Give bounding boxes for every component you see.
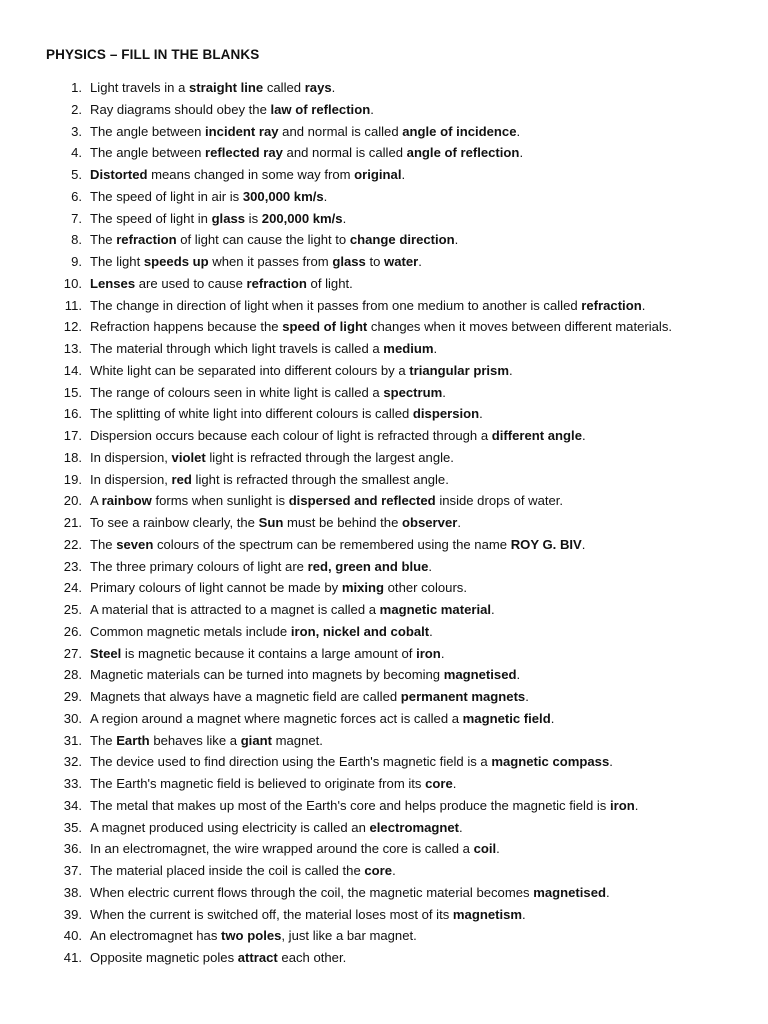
item-number: 27. [63, 645, 82, 661]
answer-text: magnetised [533, 884, 606, 900]
prompt-text: . [370, 101, 374, 117]
item-number: 17. [63, 428, 82, 443]
item-number: 30. [63, 710, 82, 726]
prompt-text: . [418, 254, 422, 269]
prompt-text: An electromagnet has [90, 928, 222, 944]
prompt-text: . [428, 558, 433, 574]
prompt-text: The change in direction of light when it passes from one medium to another is called [90, 297, 582, 313]
prompt-text: . [459, 819, 463, 835]
prompt-text: A [90, 493, 102, 509]
item-number: 8. [71, 232, 82, 248]
prompt-text: . [516, 123, 521, 139]
prompt-text: Magnetic materials can be turned into magnets by becoming [90, 667, 444, 683]
item-number: 37. [63, 863, 82, 878]
prompt-text: The material through which light travels is called a [90, 341, 384, 356]
prompt-text: In dispersion, [90, 449, 172, 465]
item-text [90, 77, 335, 99]
answer-text: core [425, 776, 453, 791]
item-number: 36. [63, 841, 82, 857]
answer-text: attract [237, 950, 278, 965]
answer-text: electromagnet [369, 819, 460, 835]
answer-text: violet [171, 449, 206, 465]
prompt-text: . [491, 602, 495, 617]
answer-text: Steel [90, 645, 122, 661]
item-text [90, 947, 346, 969]
prompt-text: behaves like a [149, 732, 241, 748]
item-number: 40. [63, 928, 82, 944]
prompt-text: . [550, 710, 555, 726]
prompt-text: light is refracted through the smallest angle. [191, 471, 449, 487]
prompt-text: . [634, 797, 639, 813]
prompt-text: . [522, 906, 526, 922]
prompt-text: . [508, 362, 513, 378]
item-text [90, 186, 327, 208]
prompt-text: . [581, 428, 586, 443]
prompt-text: To see a rainbow clearly, the [90, 515, 259, 530]
answer-text: 300,000 km/s [242, 188, 324, 204]
prompt-text: . [641, 297, 646, 313]
prompt-text: to [365, 254, 385, 269]
prompt-text: The metal that makes up most of the Earth's core and helps produce the magnetic field is [90, 797, 610, 813]
item-text [90, 99, 374, 121]
item-text [90, 403, 483, 425]
prompt-text: of light can cause the light to [176, 232, 350, 248]
prompt-text: The [90, 536, 117, 552]
prompt-text: Primary colours of light cannot be made by [90, 580, 342, 596]
item-text [90, 382, 446, 404]
prompt-text: . [433, 341, 438, 356]
item-text [90, 121, 520, 143]
item-text [90, 708, 554, 730]
prompt-text: The [90, 232, 117, 248]
item-text [90, 795, 638, 817]
item-number: 4. [71, 145, 82, 161]
item-text [90, 730, 323, 752]
answer-text: law of reflection [270, 101, 371, 117]
answer-text: different angle [491, 428, 582, 443]
prompt-text: . [457, 515, 461, 530]
prompt-text: . [519, 145, 524, 161]
answer-text: medium [383, 341, 434, 356]
answer-text: magnetised [443, 667, 517, 683]
prompt-text: The speed of light in [90, 210, 212, 226]
prompt-text: and normal is called [278, 123, 403, 139]
item-text [90, 338, 437, 360]
item-number: 22. [63, 536, 82, 552]
answer-text: water [384, 254, 419, 269]
prompt-text: . [581, 536, 586, 552]
answer-text: red, green and blue [307, 558, 429, 574]
prompt-text: and normal is called [282, 145, 407, 161]
prompt-text: each other. [277, 950, 347, 965]
item-number: 19. [63, 471, 82, 487]
answer-text: refraction [581, 297, 642, 313]
item-text [90, 512, 461, 534]
answer-text: Distorted [90, 167, 148, 182]
answer-text: glass [211, 210, 246, 226]
item-text [90, 643, 444, 665]
item-number: 20. [63, 493, 82, 509]
item-number: 26. [63, 623, 82, 639]
item-text [90, 360, 513, 382]
item-text [90, 469, 449, 491]
item-number: 38. [63, 884, 82, 900]
prompt-text: . [454, 232, 459, 248]
answer-text: refraction [246, 275, 307, 291]
prompt-text: is magnetic because it contains a large amount of [121, 645, 417, 661]
answer-text: magnetic compass [491, 754, 610, 770]
item-number: 3. [71, 123, 82, 139]
item-text [90, 860, 396, 882]
item-text [90, 925, 417, 947]
prompt-text: Ray diagrams should obey the [90, 101, 271, 117]
prompt-text: . [442, 384, 446, 400]
answer-text: core [364, 863, 393, 878]
answer-text: speed of light [282, 319, 368, 335]
page-title: PHYSICS – FILL IN THE BLANKS [46, 47, 260, 62]
item-number: 15. [63, 384, 82, 400]
answer-text: ROY G. BIV [510, 536, 582, 552]
item-text [90, 490, 563, 512]
prompt-text: . [392, 863, 396, 878]
prompt-text: The angle between [90, 145, 206, 161]
prompt-text: forms when sunlight is [151, 493, 289, 509]
item-number: 32. [63, 754, 82, 770]
item-text [90, 534, 585, 556]
answer-text: Earth [116, 732, 150, 748]
item-text [90, 664, 520, 686]
prompt-text: . [516, 667, 521, 683]
prompt-text: light is refracted through the largest angle. [205, 449, 454, 465]
item-number: 28. [63, 667, 82, 683]
prompt-text: In dispersion, [90, 471, 172, 487]
answer-text: coil [473, 841, 497, 857]
answer-text: original [354, 167, 402, 182]
item-number: 21. [63, 515, 82, 530]
item-text [90, 251, 422, 273]
item-text [90, 686, 529, 708]
prompt-text: The [90, 732, 117, 748]
item-number: 18. [63, 449, 82, 465]
item-text [90, 556, 432, 578]
item-number: 39. [63, 906, 82, 922]
answer-text: observer [402, 515, 458, 530]
prompt-text: . [323, 188, 328, 204]
item-number: 16. [63, 406, 82, 422]
item-text [90, 425, 586, 447]
item-text [90, 773, 456, 795]
item-number: 12. [63, 319, 82, 335]
item-number: 5. [71, 167, 82, 182]
answer-text: giant [240, 732, 272, 748]
item-text [90, 599, 495, 621]
answer-text: dispersion [412, 406, 480, 422]
item-number: 29. [63, 689, 82, 704]
prompt-text: Refraction happens because the [90, 319, 283, 335]
answer-text: rays [304, 80, 332, 95]
prompt-text: when it passes from [208, 254, 333, 269]
item-text [90, 621, 433, 643]
prompt-text: are used to cause [135, 275, 247, 291]
prompt-text: colours of the spectrum can be remembered using the name [153, 536, 511, 552]
item-number: 41. [63, 950, 82, 965]
answer-text: magnetic material [379, 602, 492, 617]
prompt-text: other colours. [384, 580, 467, 596]
item-number: 2. [71, 101, 82, 117]
prompt-text: Magnets that always have a magnetic field are called [90, 689, 401, 704]
item-text [90, 316, 672, 338]
answer-text: dispersed and reflected [288, 493, 436, 509]
prompt-text: A region around a magnet where magnetic forces act is called a [90, 710, 463, 726]
item-text [90, 142, 523, 164]
prompt-text: Opposite magnetic poles [90, 950, 238, 965]
item-number: 24. [63, 580, 82, 596]
answer-text: iron [416, 645, 441, 661]
prompt-text: changes when it moves between different materials. [367, 319, 673, 335]
answer-text: 200,000 km/s [261, 210, 343, 226]
answer-text: Sun [258, 515, 284, 530]
prompt-text: called [263, 80, 305, 95]
answer-text: iron, nickel and cobalt [290, 623, 430, 639]
prompt-text: . [429, 623, 433, 639]
item-text [90, 817, 463, 839]
prompt-text: of light. [306, 275, 353, 291]
prompt-text: . [525, 689, 529, 704]
item-text [90, 229, 458, 251]
item-number: 14. [63, 362, 82, 378]
answer-text: rainbow [101, 493, 152, 509]
answer-text: magnetic field [462, 710, 551, 726]
item-number: 6. [71, 188, 82, 204]
item-text [90, 751, 613, 773]
answer-text: permanent magnets [400, 689, 526, 704]
item-text [90, 164, 405, 186]
item-text [90, 447, 454, 469]
prompt-text: Common magnetic metals include [90, 623, 291, 639]
prompt-text: . [479, 406, 483, 422]
prompt-text: magnet. [271, 732, 323, 748]
prompt-text: In an electromagnet, the wire wrapped around the core is called a [90, 841, 474, 857]
prompt-text: . [331, 80, 336, 95]
prompt-text: When the current is switched off, the material loses most of its [90, 906, 453, 922]
prompt-text: The angle between [90, 123, 206, 139]
item-text [90, 882, 610, 904]
prompt-text: The splitting of white light into different colours is called [90, 406, 413, 422]
prompt-text: The speed of light in air is [90, 188, 243, 204]
item-number: 34. [63, 797, 82, 813]
answer-text: incident ray [205, 123, 279, 139]
answer-text: spectrum [383, 384, 443, 400]
prompt-text: The Earth's magnetic field is believed to originate from its [90, 776, 426, 791]
prompt-text: . [496, 841, 500, 857]
prompt-text: The three primary colours of light are [90, 558, 308, 574]
answer-text: triangular prism [409, 362, 509, 378]
item-text [90, 577, 467, 599]
answer-text: magnetism [452, 906, 523, 922]
prompt-text: A material that is attracted to a magnet is called a [90, 602, 380, 617]
item-number: 25. [63, 602, 82, 617]
prompt-text: White light can be separated into different colours by a [90, 362, 410, 378]
item-number: 1. [71, 80, 82, 95]
item-number: 31. [63, 732, 82, 748]
item-number: 7. [71, 210, 82, 226]
prompt-text: . [609, 754, 613, 770]
answer-text: reflected ray [205, 145, 283, 161]
answer-text: speeds up [143, 254, 209, 269]
item-number: 10. [63, 275, 82, 291]
prompt-text: is [245, 210, 262, 226]
prompt-text: The light [90, 254, 144, 269]
item-text [90, 273, 353, 295]
prompt-text: inside drops of water. [435, 493, 564, 509]
answer-text: seven [116, 536, 154, 552]
item-number: 11. [64, 297, 82, 313]
prompt-text: Light travels in a [90, 80, 189, 95]
item-text [90, 904, 526, 926]
item-text [90, 838, 500, 860]
prompt-text: . [342, 210, 347, 226]
prompt-text: , just like a bar magnet. [281, 928, 417, 944]
answer-text: refraction [116, 232, 177, 248]
item-number: 9. [71, 254, 82, 269]
item-text [90, 295, 645, 317]
prompt-text: A magnet produced using electricity is called an [90, 819, 370, 835]
answer-text: straight line [188, 80, 264, 95]
answer-text: angle of reflection [406, 145, 520, 161]
prompt-text: must be behind the [283, 515, 402, 530]
prompt-text: . [605, 884, 610, 900]
prompt-text: When electric current flows through the coil, the magnetic material becomes [90, 884, 534, 900]
item-number: 13. [63, 341, 82, 356]
prompt-text: . [452, 776, 457, 791]
prompt-text: The material placed inside the coil is called the [90, 863, 365, 878]
item-number: 35. [63, 819, 82, 835]
answer-text: glass [332, 254, 366, 269]
answer-text: red [171, 471, 192, 487]
prompt-text: The device used to find direction using the Earth's magnetic field is a [90, 754, 492, 770]
answer-text: mixing [341, 580, 385, 596]
prompt-text: means changed in some way from [147, 167, 355, 182]
answer-text: angle of incidence [402, 123, 517, 139]
item-number: 33. [63, 776, 82, 791]
item-number: 23. [63, 558, 82, 574]
prompt-text: . [440, 645, 445, 661]
prompt-text: . [401, 167, 406, 182]
answer-text: two poles [221, 928, 282, 944]
answer-text: change direction [349, 232, 455, 248]
prompt-text: Dispersion occurs because each colour of light is refracted through a [90, 428, 492, 443]
answer-text: Lenses [90, 275, 136, 291]
prompt-text: The range of colours seen in white light is called a [90, 384, 384, 400]
item-text [90, 208, 346, 230]
answer-text: iron [609, 797, 635, 813]
